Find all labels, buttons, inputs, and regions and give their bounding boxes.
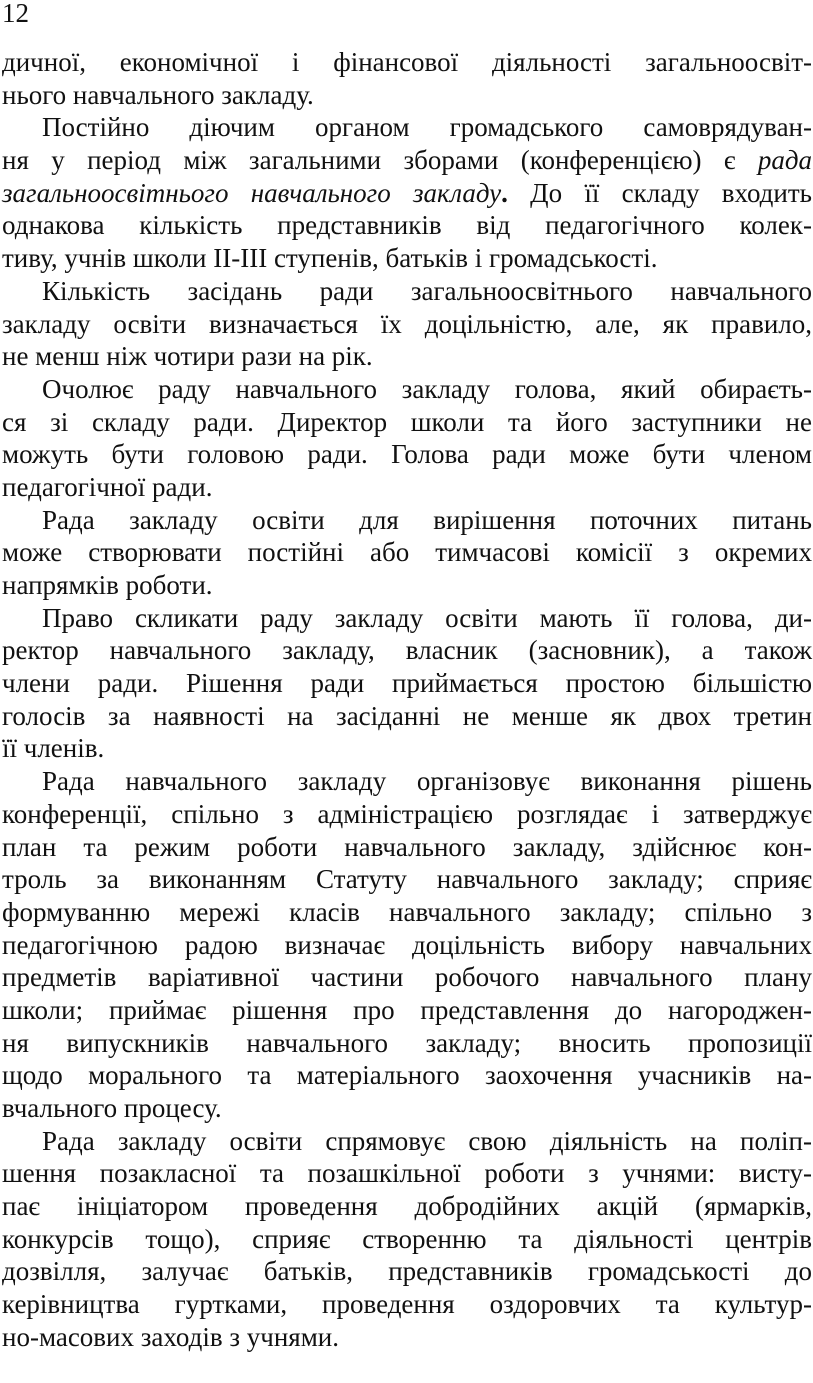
text-run: ся зі складу ради. Директор школи та його заступники не bbox=[2, 406, 812, 437]
paragraph bbox=[2, 373, 812, 504]
text-run: Рада навчального закладу організовує виконання рішень bbox=[42, 766, 812, 797]
text-line bbox=[2, 1059, 812, 1092]
text-run: . bbox=[501, 177, 508, 208]
text-line bbox=[2, 1321, 812, 1354]
text-run: Рада закладу освіти для вирішення поточних питань bbox=[42, 504, 812, 535]
text-line bbox=[2, 471, 812, 504]
text-run: щодо морального та матеріального заохочення учасників на- bbox=[2, 1060, 812, 1091]
text-run: До її складу входить bbox=[507, 177, 812, 208]
text-line bbox=[2, 504, 812, 537]
text-line bbox=[2, 765, 812, 798]
text-run: Рада закладу освіти спрямовує свою діяльність на поліп- bbox=[42, 1125, 812, 1156]
text-line bbox=[2, 144, 812, 177]
paragraph bbox=[2, 1125, 812, 1354]
text-run: закладу освіти визначається їх доцільністю, але, як правило, bbox=[2, 308, 812, 339]
text-line bbox=[2, 1223, 812, 1256]
text-run: шення позакласної та позашкільної роботи з учнями: висту- bbox=[2, 1158, 812, 1189]
text-run: однакова кількість представників від педагогічного колек- bbox=[2, 210, 812, 241]
text-run: дозвілля, залучає батьків, представників громадськості до bbox=[2, 1256, 812, 1287]
body-text bbox=[2, 46, 812, 1354]
text-run: план та режим роботи навчального закладу, здійснює кон- bbox=[2, 831, 812, 862]
text-line bbox=[2, 536, 812, 569]
text-line bbox=[2, 634, 812, 667]
text-line bbox=[2, 308, 812, 341]
text-line bbox=[2, 242, 812, 275]
paragraph bbox=[2, 111, 812, 274]
text-line bbox=[2, 275, 812, 308]
paragraph bbox=[2, 275, 812, 373]
text-line bbox=[2, 569, 812, 602]
italic-text: рада bbox=[757, 145, 812, 176]
text-line bbox=[2, 732, 812, 765]
text-line bbox=[2, 896, 812, 929]
italic-text: загальноосвітнього навчального закладу bbox=[2, 177, 502, 208]
text-run: не менш ніж чотири рази на рік. bbox=[2, 341, 373, 372]
text-line bbox=[2, 177, 812, 210]
text-run: педагогічної ради. bbox=[2, 471, 213, 502]
text-line bbox=[2, 438, 812, 471]
text-run: тиву, учнів школи ІІ-ІІІ ступенів, батьків і громадськості. bbox=[2, 243, 658, 274]
text-line bbox=[2, 1092, 812, 1125]
text-run: ня у період між загальними зборами (конференцією) є bbox=[2, 145, 758, 176]
text-line bbox=[2, 1027, 812, 1060]
text-run: може створювати постійні або тимчасові комісії з окремих bbox=[2, 537, 812, 568]
text-line bbox=[2, 1125, 812, 1158]
text-run: конференції, спільно з адміністрацією розглядає і затверджує bbox=[2, 798, 812, 829]
text-line bbox=[2, 863, 812, 896]
text-line bbox=[2, 929, 812, 962]
text-line bbox=[2, 961, 812, 994]
text-run: школи; приймає рішення про представлення до нагороджен- bbox=[2, 994, 812, 1025]
paragraph bbox=[2, 504, 812, 602]
text-line bbox=[2, 831, 812, 864]
text-line bbox=[2, 602, 812, 635]
text-line bbox=[2, 406, 812, 439]
text-run: голосів за наявності на засіданні не менше як двох третин bbox=[2, 700, 812, 731]
text-line bbox=[2, 798, 812, 831]
text-run: но-масових заходів з учнями. bbox=[2, 1321, 339, 1352]
text-run: Право скликати раду закладу освіти мають її голова, ди- bbox=[42, 602, 812, 633]
text-line bbox=[2, 79, 812, 112]
text-run: ня випускників навчального закладу; вносить пропозиції bbox=[2, 1027, 812, 1058]
text-run: можуть бути головою ради. Голова ради може бути членом bbox=[2, 439, 812, 470]
text-run: дичної, економічної і фінансової діяльності загальноосвіт- bbox=[2, 47, 812, 77]
text-run: ректор навчального закладу, власник (засновник), а також bbox=[2, 635, 812, 666]
text-line bbox=[2, 700, 812, 733]
text-line bbox=[2, 667, 812, 700]
paragraph bbox=[2, 602, 812, 765]
text-run: Кількість засідань ради загальноосвітнього навчального bbox=[42, 275, 812, 306]
text-run: педагогічною радою визначає доцільність вибору навчальних bbox=[2, 929, 812, 960]
text-line bbox=[2, 1288, 812, 1321]
text-run: пає ініціатором проведення добродійних акцій (ярмарків, bbox=[2, 1191, 812, 1222]
text-run: її членів. bbox=[2, 733, 105, 764]
paragraph bbox=[2, 765, 812, 1125]
text-line bbox=[2, 340, 812, 373]
text-run: конкурсів тощо), сприяє створенню та діяльності центрів bbox=[2, 1223, 812, 1254]
text-run: троль за виконанням Статуту навчального закладу; сприяє bbox=[2, 864, 812, 895]
text-run: предметів варіативної частини робочого навчального плану bbox=[2, 962, 812, 993]
text-line bbox=[2, 373, 812, 406]
paragraph bbox=[2, 46, 812, 111]
text-run: керівництва гуртками, проведення оздоровчих та культур- bbox=[2, 1289, 812, 1320]
text-line bbox=[2, 46, 812, 79]
text-run: формуванню мережі класів навчального закладу; спільно з bbox=[2, 896, 812, 927]
text-run: Постійно діючим органом громадського самоврядуван- bbox=[42, 112, 812, 143]
text-line bbox=[2, 1255, 812, 1288]
text-run: Очолює раду навчального закладу голова, який обираєть- bbox=[42, 373, 812, 404]
text-run: члени ради. Рішення ради приймається простою більшістю bbox=[2, 668, 812, 699]
text-run: нього навчального закладу. bbox=[2, 79, 314, 110]
text-line bbox=[2, 1190, 812, 1223]
text-line bbox=[2, 1157, 812, 1190]
text-line bbox=[2, 209, 812, 242]
text-line bbox=[2, 994, 812, 1027]
text-run: напрямків роботи. bbox=[2, 570, 213, 600]
page-number: 12 bbox=[2, 0, 29, 28]
text-line bbox=[2, 111, 812, 144]
text-run: вчального процесу. bbox=[2, 1093, 222, 1123]
